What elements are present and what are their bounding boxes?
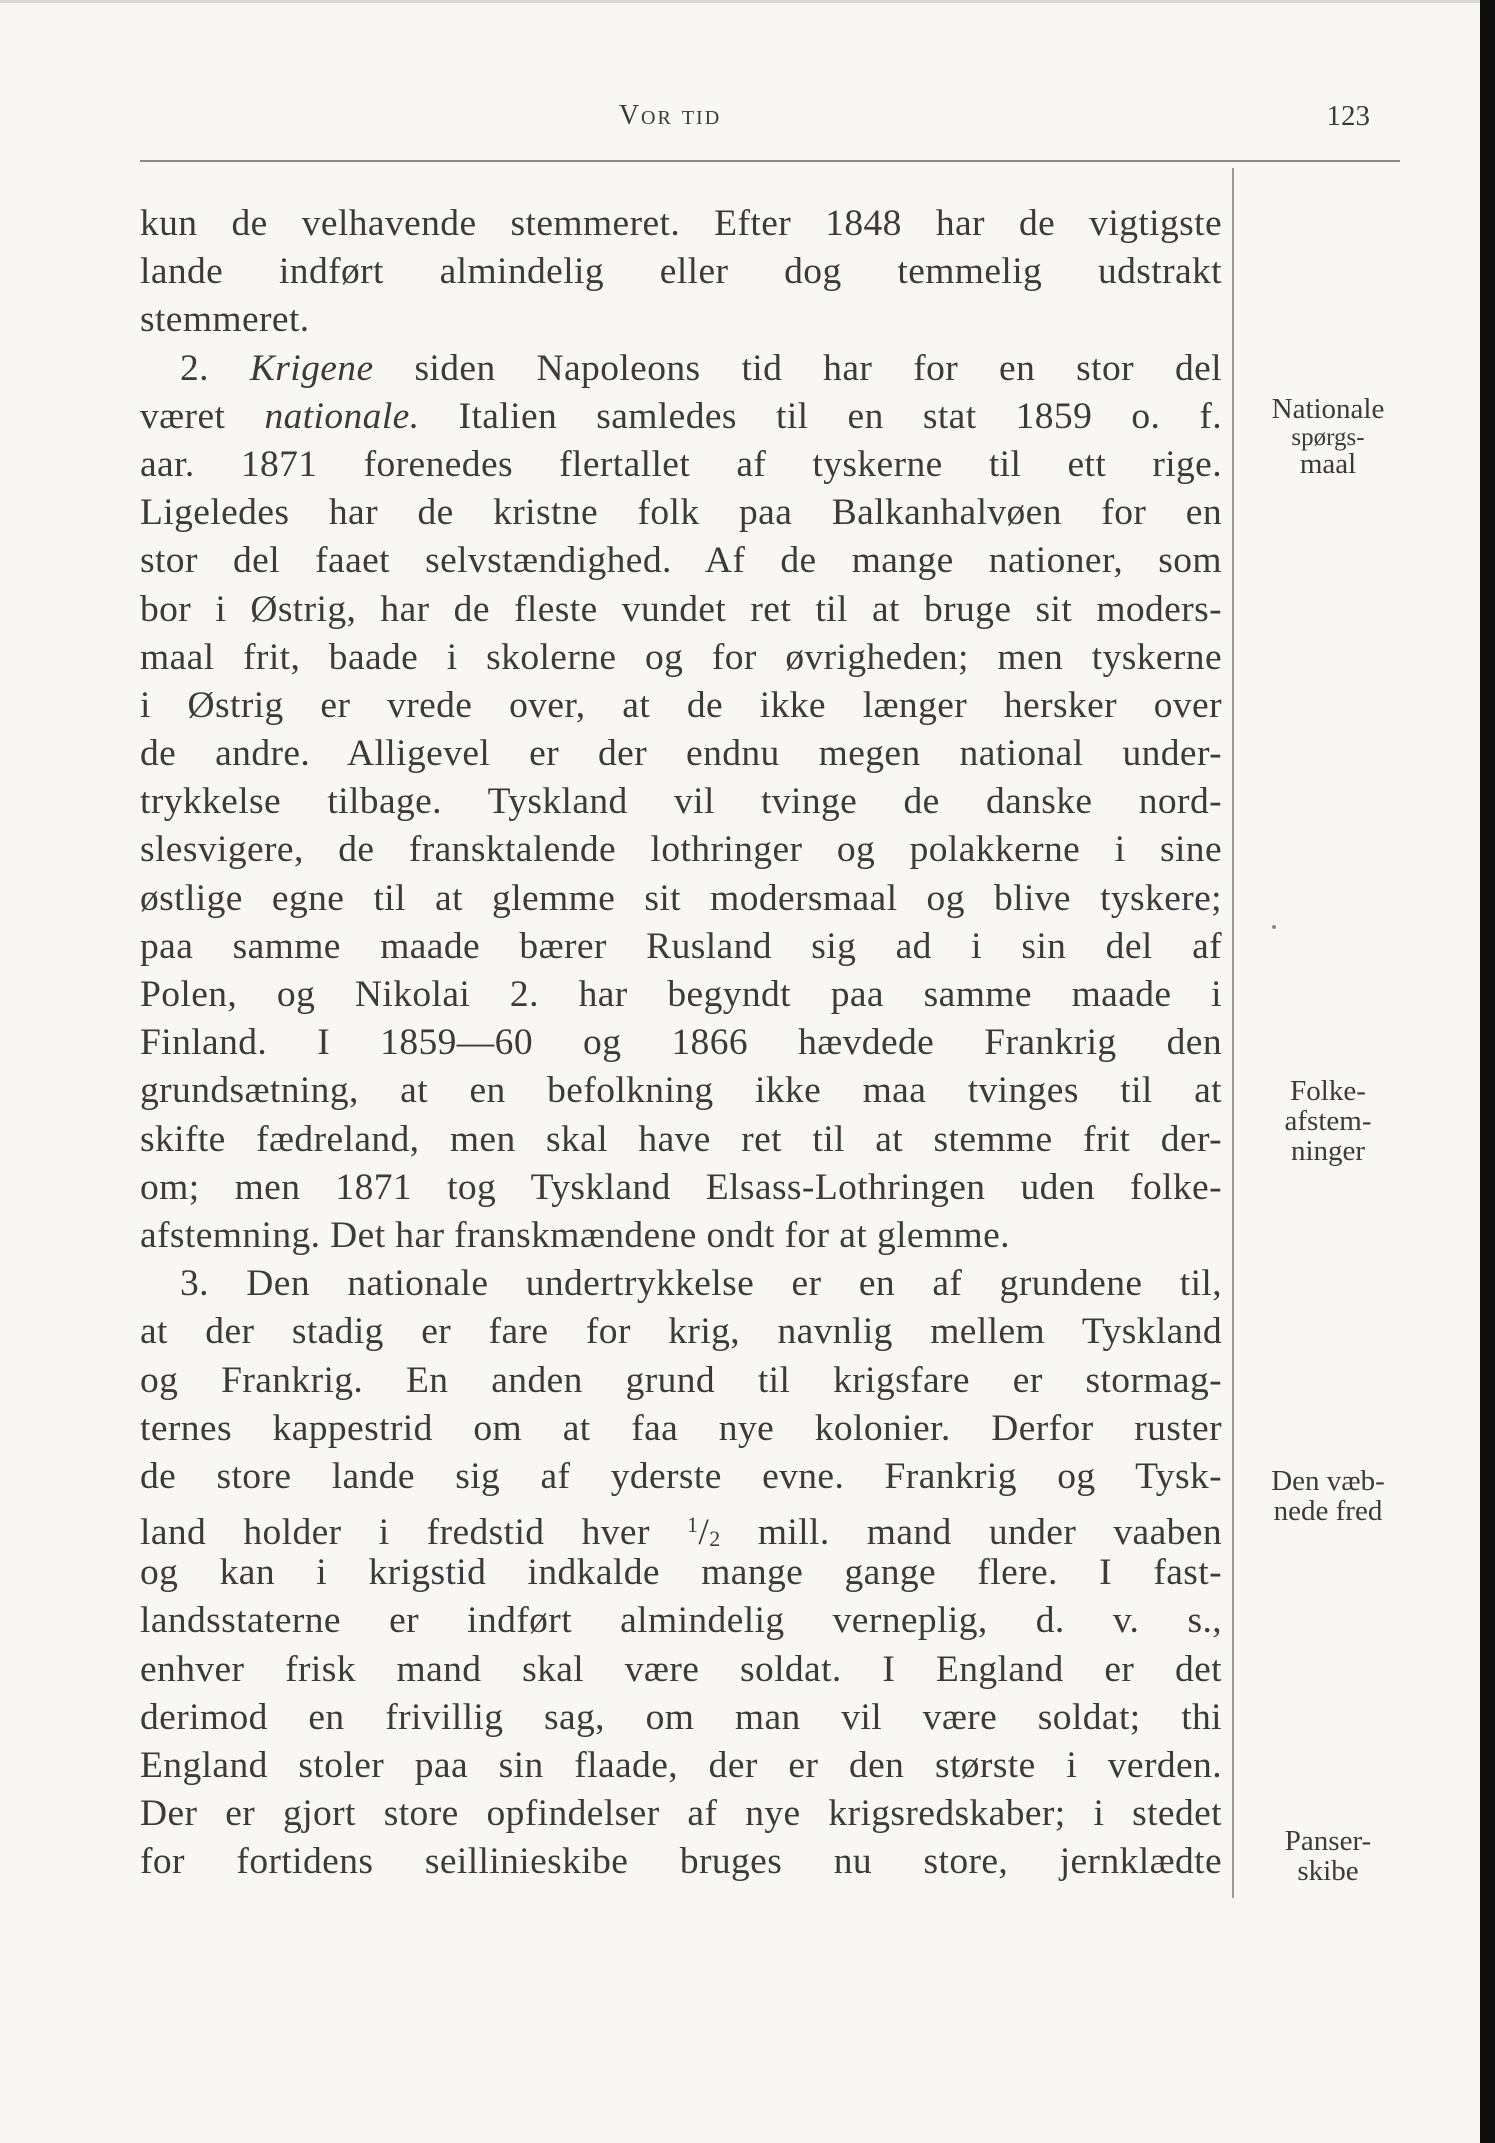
- text-fragment: mill. mand under vaaben: [757, 1512, 1222, 1554]
- text-line: at der stadig er fare for krig, navnlig mellem Tyskland: [140, 1311, 1222, 1353]
- margin-note-line: Nationale: [1271, 393, 1385, 425]
- margin-note-folkeafstemninger: [1236, 1076, 1420, 1166]
- scan-top-edge: [0, 0, 1480, 3]
- text-line: kun de velhavende stemmeret. Efter 1848 har de vigtigste: [140, 203, 1222, 244]
- text-line: om; men 1871 tog Tyskland Elsass-Lothringen uden folke-: [140, 1166, 1222, 1208]
- text-line: lande indført almindelig eller dog temmelig udstrakt: [140, 251, 1222, 293]
- text-line: Polen, og Nikolai 2. har begyndt paa samme maade i: [140, 974, 1222, 1015]
- text-line: og kan i krigstid indkalde mange gange flere. I fast-: [140, 1552, 1222, 1594]
- text-line: ternes kappestrid om at faa nye kolonier. Derfor ruster: [140, 1407, 1222, 1449]
- paragraph-number: 3.: [180, 1263, 209, 1305]
- text-line: for fortidens seillinieskibe bruges nu store, jernklædte: [140, 1841, 1222, 1883]
- margin-note-line: Folke-: [1290, 1075, 1366, 1107]
- text-line: de andre. Alligevel er der endnu megen national under-: [140, 733, 1222, 775]
- text-line: paa samme maade bærer Rusland sig ad i sin del af: [140, 925, 1222, 967]
- text-line: [140, 393, 1222, 441]
- italic-term: nationale.: [264, 395, 420, 437]
- margin-note-line: Den væb-: [1271, 1465, 1385, 1497]
- text-line: Der er gjort store opfindelser af nye krigsredskaber; i stedet: [140, 1793, 1222, 1835]
- text-line: aar. 1871 forenedes flertallet af tyskerne til ett rige.: [140, 443, 1222, 485]
- text-line: stemmeret.: [140, 299, 310, 341]
- margin-note-nationale: [1236, 393, 1420, 480]
- text-line: slesvigere, de fransktalende lothringer og polakkerne i sine: [140, 829, 1222, 871]
- margin-note-line: spørgs-: [1291, 424, 1365, 451]
- paragraph-number: 2.: [180, 347, 209, 389]
- text-line: maal frit, baade i skolerne og for øvrigheden; men tyskerne: [140, 636, 1222, 678]
- text-line: afstemning. Det har franskmændene ondt for at glemme.: [140, 1214, 1010, 1256]
- margin-note-line: skibe: [1297, 1855, 1359, 1887]
- text-line: bor i Østrig, har de fleste vundet ret til at bruge sit moders-: [140, 588, 1222, 630]
- print-speck: [1272, 925, 1276, 929]
- text-line: Ligeledes har de kristne folk paa Balkanhalvøen for en: [140, 492, 1222, 534]
- fraction-denominator: 2: [709, 1526, 721, 1552]
- margin-note-panserskibe: [1236, 1826, 1420, 1886]
- body-text: [140, 200, 1222, 1887]
- text-fragment: Italien samledes til en stat 1859 o. f.: [458, 395, 1223, 437]
- text-line: i Østrig er vrede over, at de ikke længer hersker over: [140, 684, 1222, 726]
- text-fragment: siden Napoleons tid har for en stor del: [414, 347, 1222, 389]
- text-line: landsstaterne er indført almindelig verneplig, d. v. s.,: [140, 1600, 1222, 1642]
- margin-note-line: maal: [1299, 448, 1357, 480]
- page-number: 123: [1326, 100, 1370, 132]
- margin-note-line: afstem-: [1284, 1105, 1372, 1137]
- italic-term: Krigene: [249, 347, 374, 389]
- margin-note-line: ninger: [1290, 1135, 1366, 1167]
- text-line: [140, 1501, 1222, 1554]
- text-fragment: Den nationale undertrykkelse er en af grundene til,: [246, 1263, 1222, 1305]
- margin-column-rule: [1232, 168, 1234, 1898]
- text-line: [140, 345, 1222, 393]
- text-line: de store lande sig af yderste evne. Frankrig og Tysk-: [140, 1455, 1222, 1497]
- fraction-numerator: 1: [687, 1512, 699, 1538]
- text-line: England stoler paa sin flaade, der er den største i verden.: [140, 1745, 1222, 1786]
- text-line: skifte fædreland, men skal have ret til at stemme frit der-: [140, 1118, 1222, 1160]
- text-line: enhver frisk mand skal være soldat. I England er det: [140, 1648, 1222, 1690]
- text-line: og Frankrig. En anden grund til krigsfare er stormag-: [140, 1359, 1222, 1401]
- text-line: grundsætning, at en befolkning ikke maa tvinges til at: [140, 1070, 1222, 1112]
- header-rule: [140, 160, 1400, 162]
- text-fragment: været: [140, 395, 226, 437]
- running-title: Vor tid: [618, 100, 722, 131]
- margin-note-line: nede fred: [1273, 1495, 1383, 1527]
- text-line: [140, 1260, 1222, 1308]
- text-line: stor del faaet selvstændighed. Af de mange nationer, som: [140, 540, 1222, 582]
- fraction: $^1$/2: [687, 1512, 721, 1554]
- scan-right-edge: [1480, 0, 1495, 2143]
- text-fragment: land holder i fredstid hver: [140, 1512, 650, 1554]
- text-line: Finland. I 1859—60 og 1866 hævdede Frankrig den: [140, 1022, 1222, 1064]
- text-line: derimod en frivillig sag, om man vil være soldat; thi: [140, 1696, 1222, 1738]
- text-line: østlige egne til at glemme sit modersmaal og blive tyskere;: [140, 877, 1222, 919]
- margin-note-line: Panser-: [1284, 1825, 1372, 1857]
- margin-note-vaebnede-fred: [1236, 1466, 1420, 1526]
- text-line: trykkelse tilbage. Tyskland vil tvinge de danske nord-: [140, 781, 1222, 823]
